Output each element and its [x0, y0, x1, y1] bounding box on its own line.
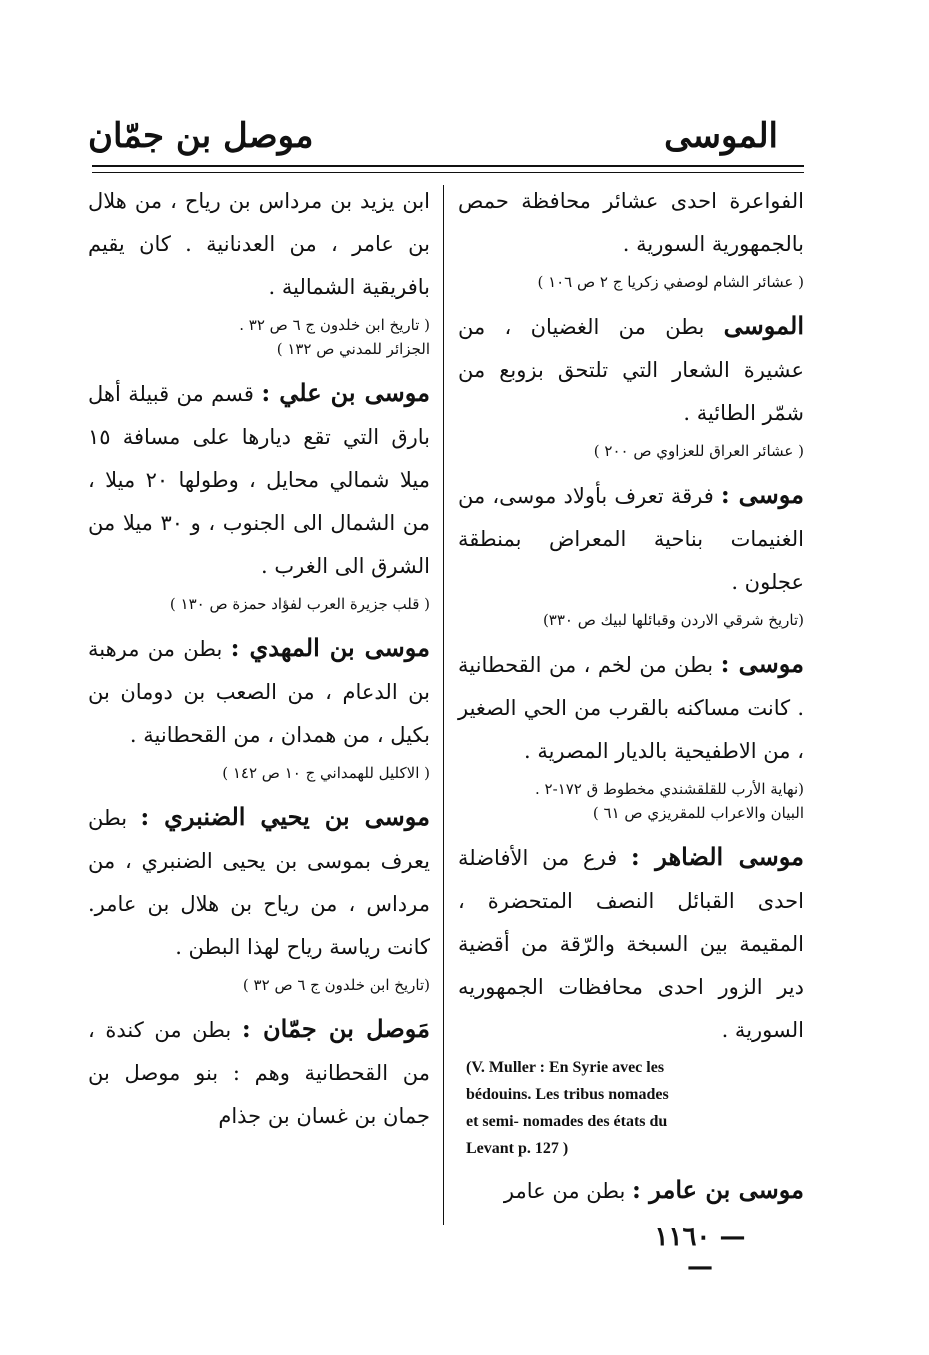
entry-source: ( عشائر العراق للعزاوي ص ٢٠٠ ) — [593, 442, 804, 460]
entry-source: الجزائر للمدني ص ١٣٢ ) — [276, 340, 430, 358]
entry-heading: مَوصل بن جمّان : — [241, 1014, 430, 1043]
entry-body: فرع من الأفاضلة احدى القبائل النصف المتحضرة ، المقيمة بين السبخة والرّقة من أقضية دير الزور احدى محافظات الجمهوريه السورية . — [458, 846, 804, 1042]
entry-body: قسم من قبيلة أهل بارق التي تقع ديارها على مسافة ١٥ ميلا شمالي محايل ، وطولها ٢٠ ميلا ، من الشمال الى الجنوب ، و ٣٠ ميلا من الشرق الى الغرب . — [88, 382, 431, 578]
entry-body: بطن من لخم ، من القحطانية . كانت مساكنه بالقرب من الحي الصغير ، من الاطفيحية بالديار المصرية . — [458, 653, 804, 763]
latin-reference-line: et semi- nomades des états du — [466, 1113, 668, 1130]
entry-source: البيان والاعراب للمقريزي ص ٦١ ) — [592, 804, 804, 822]
entry-heading: موسى : — [720, 649, 804, 678]
right-column — [458, 180, 804, 1213]
entry-continuation: ابن يزيد بن مرداس بن رياح ، من هلال بن عامر ، من العدنانية . كان يقيم بافريقية الشمالية . — [88, 189, 430, 299]
latin-reference — [458, 1054, 804, 1162]
entry-mousa-bin-almahdi — [88, 626, 430, 757]
entry-body: بطن من كندة ، من القحطانية وهم : بنو موصل بن جمان بن غسان بن جذام — [88, 1018, 430, 1128]
entry-almousa — [458, 304, 804, 435]
entry-mousa-aldaher — [458, 835, 804, 1052]
latin-reference-line: Levant p. 127 ) — [466, 1140, 569, 1157]
entry-source: ( عشائر الشام لوصفي زكريا ج ٢ ص ١٠٦ ) — [537, 273, 804, 291]
entry-mawsil-bin-jamman — [88, 1007, 430, 1138]
latin-reference-line: (V. Muller : En Syrie avec les — [466, 1059, 665, 1076]
entry-body: فرقة تعرف بأولاد موسى، من الغنيمات بناحية المعراض بمنطقة عجلون . — [458, 484, 804, 594]
entry-mousa-1 — [458, 473, 804, 604]
entry-heading: موسى بن يحيي الضنبري : — [140, 802, 430, 831]
entry-heading: الموسى — [723, 311, 804, 340]
entry-continuation: الفواعرة احدى عشائر محافظة حمص بالجمهورية السورية . — [458, 189, 804, 256]
header-rule-thick — [92, 165, 804, 167]
entry-mousa-2 — [458, 642, 804, 773]
entry-source: (نهاية الأرب للقلقشندي مخطوط ق ١٧٢-٢ . — [535, 780, 804, 798]
running-title-left: موصل بن جمّان — [88, 116, 314, 156]
entry-heading: موسى الضاهر : — [630, 842, 804, 871]
page-number: — ١١٦٠ — — [654, 1222, 746, 1282]
latin-reference-line: bédouins. Les tribus nomades — [466, 1086, 669, 1103]
running-title-right: الموسى — [664, 116, 778, 156]
entry-heading: موسى بن علي : — [261, 378, 431, 407]
entry-source: ( الاكليل للهمداني ج ١٠ ص ١٤٢ ) — [222, 764, 430, 782]
entry-mousa-bin-yahya — [88, 795, 430, 969]
entry-body: بطن من الغضيان ، من عشيرة الشعار التي تلتحق بزوبع من شمّر الطائية . — [458, 315, 804, 425]
header-rule-thin — [92, 172, 804, 173]
entry-mousa-bin-amer — [458, 1168, 804, 1213]
entry-source: (تاريخ ابن خلدون ج ٦ ص ٣٢ ) — [242, 976, 430, 994]
entry-source: ( تاريخ ابن خلدون ج ٦ ص ٣٢ . — [239, 316, 430, 334]
entry-heading: موسى بن عامر : — [632, 1175, 804, 1204]
entry-source: (تاريخ شرقي الاردن وقبائلها لبيك ص ٣٣٠) — [542, 611, 804, 629]
entry-mousa-bin-ali — [88, 371, 430, 588]
entry-source: ( قلب جزيرة العرب لفؤاد حمزة ص ١٣٠ ) — [169, 595, 430, 613]
entry-body: بطن من عامر — [503, 1179, 626, 1203]
page-header — [88, 108, 800, 164]
entry-heading: موسى : — [720, 480, 804, 509]
column-divider — [443, 185, 444, 1225]
left-column — [88, 180, 430, 1138]
entry-heading: موسى بن المهدي : — [230, 633, 430, 662]
entry-body: بطن من مرهبة بن الدعام ، من الصعب بن دومان بن بكيل ، من همدان ، من القحطانية . — [88, 637, 430, 747]
entry-body: بطن يعرف بموسى بن يحيى الضنبري ، من مرداس ، من رياح بن هلال بن عامر. كانت رياسة رياح لهذا البطن . — [88, 806, 430, 959]
